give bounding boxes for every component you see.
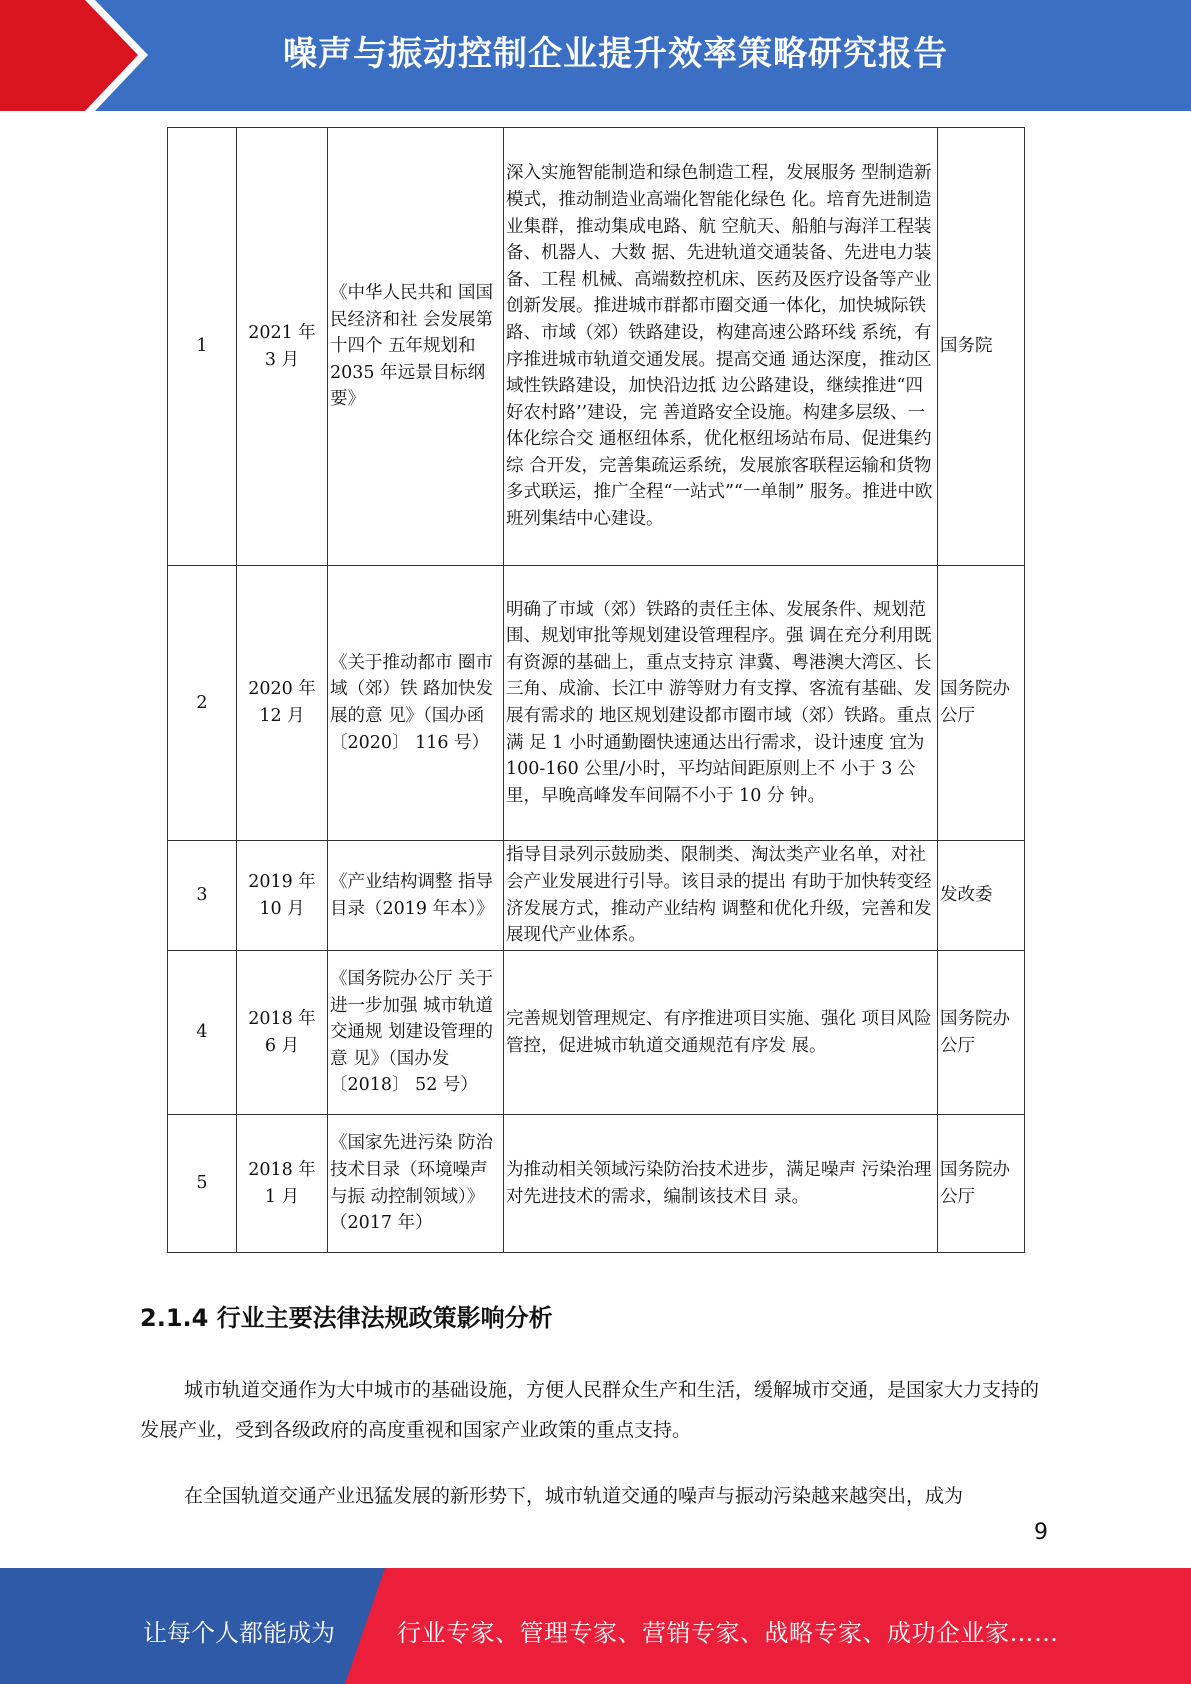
date-year: 2020 年 [248,679,316,700]
date-month: 10 月 [259,898,305,919]
issuing-department: 发改委 [938,841,1025,951]
row-number: 4 [168,951,237,1115]
issuing-department: 国务院办公厅 [938,951,1025,1115]
policy-date [237,951,328,1115]
table-row [168,1115,1025,1253]
issuing-department: 国务院办公厅 [938,1115,1025,1253]
issuing-department: 国务院 [938,128,1025,566]
issuing-department: 国务院办公厅 [938,566,1025,841]
section-heading: 2.1.4 行业主要法律法规政策影响分析 [140,1304,553,1332]
date-year: 2019 年 [248,871,316,892]
table-row [168,128,1025,566]
policy-name: 《国务院办公厅 关于进一步加强 城市轨道交通规 划建设管理的意 见》（国办发〔2018〕 52 号） [328,951,504,1115]
policy-name: 《中华人民共和 国国民经济和社 会发展第十四个 五年规划和 2035 年远景目标纲 要》 [328,128,504,566]
policy-name: 《国家先进污染 防治技术目录（环境噪声与振 动控制领域）》（2017 年） [328,1115,504,1253]
date-year: 2021 年 [248,322,316,343]
policy-content: 明确了市域（郊）铁路的责任主体、发展条件、规划范围、规划审批等规划建设管理程序。强 调在充分利用既有资源的基础上，重点支持京 津冀、粤港澳大湾区、长三角、成渝、长江中 游等财力有支撑、客流有基础、发展有需求的 地区规划建设都市圈市域（郊）铁路。重点满 足 1 小时通勤圈快速通达出行需求，设计速度 宜为 100-160 公里/小时，平均站间距原则上不 小于 3 公里，早晚高峰发车间隔不小于 10 分 钟。 [504,566,938,841]
policy-date [237,841,328,951]
policy-content: 为推动相关领域污染防治技术进步，满足噪声 污染治理对先进技术的需求，编制该技术目 录。 [504,1115,938,1253]
row-number: 2 [168,566,237,841]
policy-date [237,566,328,841]
date-month: 3 月 [264,349,300,370]
body-paragraph: 城市轨道交通作为大中城市的基础设施，方便人民群众生产和生活，缓解城市交通，是国家大力支持的发展产业，受到各级政府的高度重视和国家产业政策的重点支持。 [140,1379,1040,1441]
report-title: 噪声与振动控制企业提升效率策略研究报告 [283,34,948,74]
table-row [168,841,1025,951]
date-month: 1 月 [264,1186,300,1207]
row-number: 5 [168,1115,237,1253]
row-number: 1 [168,128,237,566]
page-footer [0,1568,1191,1684]
footer-slogan-right: 行业专家、管理专家、营销专家、战略专家、成功企业家…… [397,1619,1059,1647]
date-month: 6 月 [264,1035,300,1056]
table-row [168,566,1025,841]
page-header [0,0,1191,111]
date-month: 12 月 [259,706,305,726]
date-year: 2018 年 [248,1159,316,1180]
policy-name: 《关于推动都市 圈市域（郊）铁 路加快发展的意 见》（国办函〔2020〕 116 号） [328,566,504,841]
policy-content: 深入实施智能制造和绿色制造工程，发展服务 型制造新模式，推动制造业高端化智能化绿色 化。培育先进制造业集群，推动集成电路、航 空航天、船舶与海洋工程装备、机器人、大数 据、先进轨道交通装备、先进电力装备、工程 机械、高端数控机床、医药及医疗设备等产业 创新发展。推进城市群都市圈交通一体化，加快城际铁 路、市域（郊）铁路建设，构建高速公路环线 系统，有序推进城市轨道交通发展。提高交通 通达深度，推动区域性铁路建设，加快沿边抵 边公路建设，继续推进“四好农村路’’建设，完 善道路安全设施。构建多层级、一体化综合交 通枢纽体系，优化枢纽场站布局、促进集约综 合开发，完善集疏运系统，发展旅客联程运输和货物多式联运，推广全程“一站式”“一单制” 服务。推进中欧班列集结中心建设。 [504,128,938,566]
policy-table [167,127,1025,1253]
page-number: 9 [1034,1520,1048,1545]
policy-date [237,1115,328,1253]
date-year: 2018 年 [248,1008,316,1029]
policy-content: 指导目录列示鼓励类、限制类、淘汰类产业名单，对社会产业发展进行引导。该目录的提出 有助于加快转变经济发展方式，推动产业结构 调整和优化升级，完善和发展现代产业体系。 [504,841,938,951]
table-row [168,951,1025,1115]
footer-slogan-left: 让每个人都能成为 [143,1619,335,1647]
row-number: 3 [168,841,237,951]
body-paragraph: 在全国轨道交通产业迅猛发展的新形势下，城市轨道交通的噪声与振动污染越来越突出，成为 [184,1485,964,1507]
policy-date [237,128,328,566]
policy-name: 《产业结构调整 指导目录（2019 年本）》 [328,841,504,951]
policy-content: 完善规划管理规定、有序推进项目实施、强化 项目风险管控，促进城市轨道交通规范有序发 展。 [504,951,938,1115]
